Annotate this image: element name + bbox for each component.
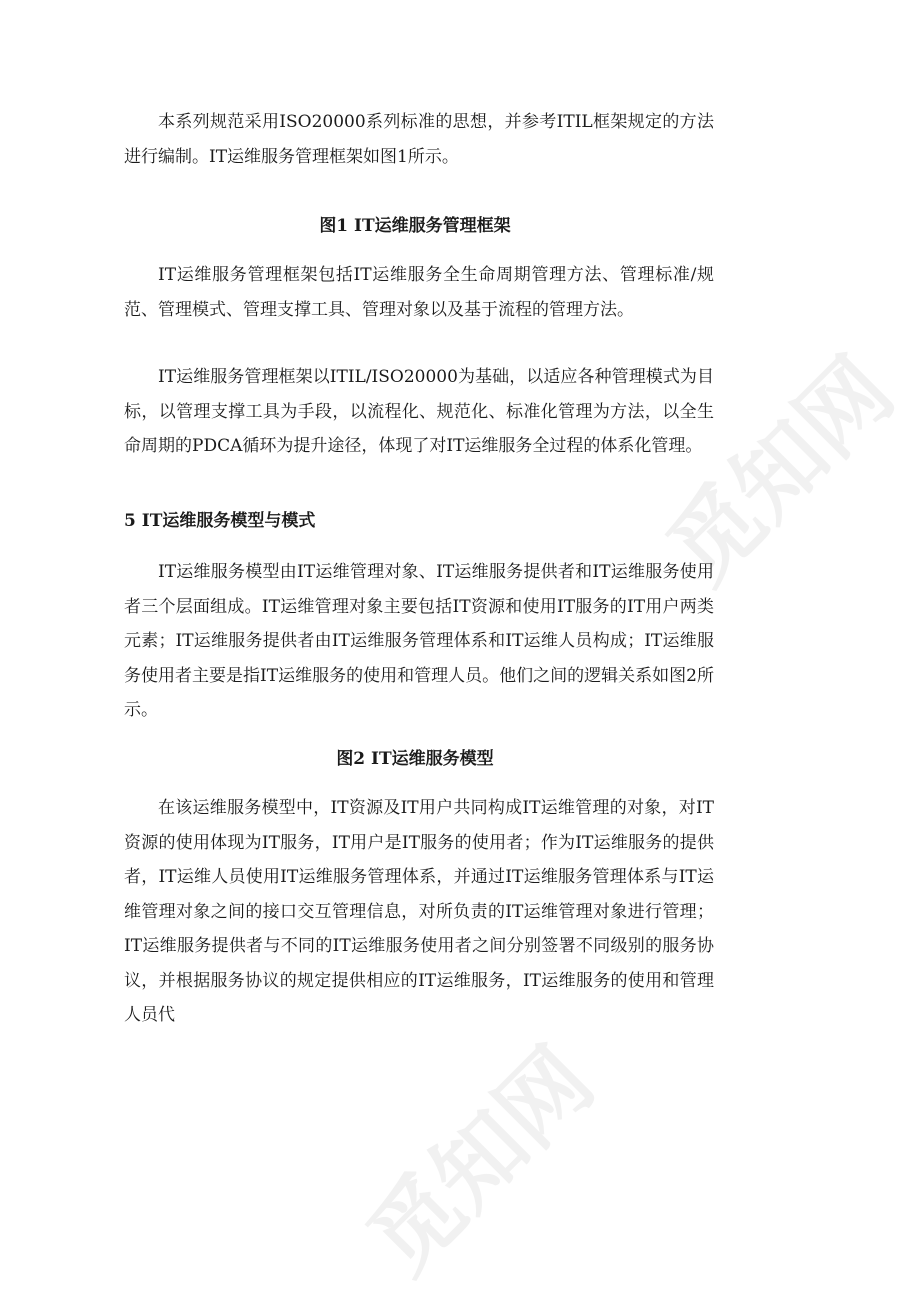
figure-2-caption: 图2 IT运维服务模型 bbox=[336, 749, 494, 769]
figure-1-caption: 图1 IT运维服务管理框架 bbox=[319, 216, 511, 236]
watermark: 觅知网 bbox=[348, 1028, 614, 1294]
paragraph-framework-basis: IT运维服务管理框架以ITIL/ISO20000为基础，以适应各种管理模式为目标，以管理支撑工具为手段，以流程化、规范化、标准化管理为方法，以全生命周期的PDCA循环为提升途径，体现了对IT运维服务全过程的体系化管理。 bbox=[124, 367, 714, 456]
paragraph-intro: 本系列规范采用ISO20000系列标准的思想，并参考ITIL框架规定的方法进行编制。IT运维服务管理框架如图1所示。 bbox=[124, 112, 714, 167]
section-heading: 5 IT运维服务模型与模式 bbox=[124, 511, 316, 531]
paragraph-model-description: 在该运维服务模型中，IT资源及IT用户共同构成IT运维管理的对象，对IT资源的使用体现为IT服务，IT用户是IT服务的使用者；作为IT运维服务的提供者，IT运维人员使用IT运维服务管理体系，并通过IT运维服务管理体系与IT运维管理对象之间的接口交互管理信息，对所负责的IT运维管理对象进行管理；IT运维服务提供者与不同的IT运维服务使用者之间分别签署不同级别的服务协议，并根据服务协议的规定提供相应的IT运维服务，IT运维服务的使用和管理人员代 bbox=[124, 798, 714, 1025]
paragraph-framework-scope: IT运维服务管理框架包括IT运维服务全生命周期管理方法、管理标准/规范、管理模式、管理支撑工具、管理对象以及基于流程的管理方法。 bbox=[124, 265, 714, 320]
watermark: 觅知网 bbox=[648, 338, 914, 604]
paragraph-service-model: IT运维服务模型由IT运维管理对象、IT运维服务提供者和IT运维服务使用者三个层面组成。IT运维管理对象主要包括IT资源和使用IT服务的IT用户两类元素；IT运维服务提供者由IT运维服务管理体系和IT运维人员构成；IT运维服务使用者主要是指IT运维服务的使用和管理人员。他们之间的逻辑关系如图2所示。 bbox=[124, 562, 714, 720]
